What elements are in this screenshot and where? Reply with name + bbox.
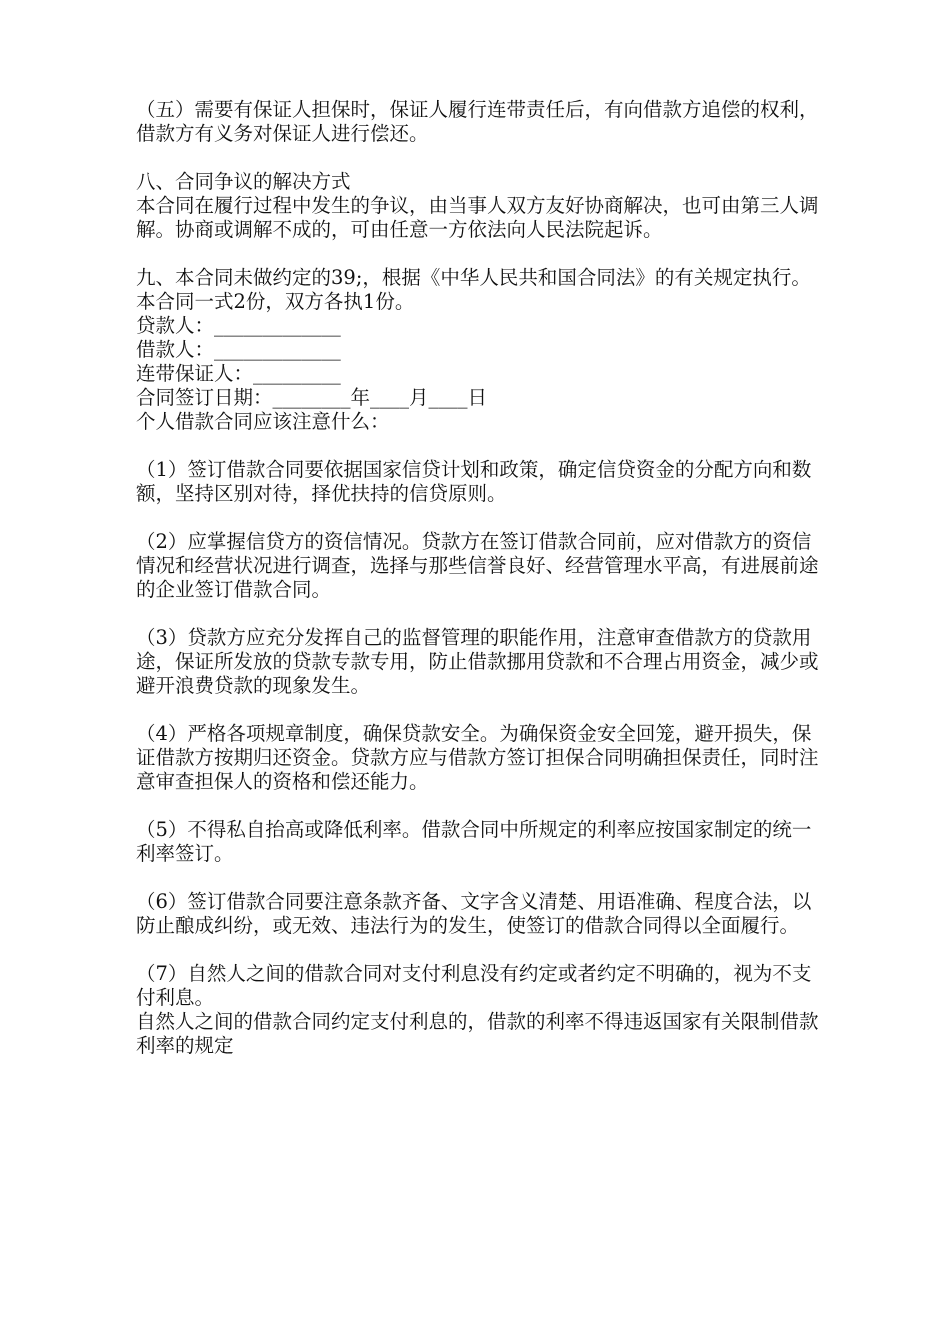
borrower-signature-line: 借款人：_____________ <box>136 338 341 361</box>
spacer <box>136 506 826 530</box>
spacer <box>136 602 826 626</box>
guarantor-signature-line: 连带保证人：_________ <box>136 362 341 385</box>
spacer <box>136 242 826 266</box>
notes-title: 个人借款合同应该注意什么： <box>136 410 390 433</box>
signing-date-line: 合同签订日期：________年____月____日 <box>136 386 488 409</box>
note-5: （5）不得私自抬高或降低利率。借款合同中所规定的利率应按国家制定的统一利率签订。 <box>136 818 812 865</box>
spacer <box>136 434 826 458</box>
note-4: （4）严格各项规章制度，确保贷款安全。为确保资金安全回笼，避开损失，保证借款方按期归还资金。贷款方应与借款方签订担保合同明确担保责任，同时注意审查担保人的资格和偿还能力。 <box>136 722 819 793</box>
spacer <box>136 794 826 818</box>
spacer <box>136 146 826 170</box>
note-6: （6）签订借款合同要注意条款齐备、文字含义清楚、用语准确、程度合法，以防止酿成纠纷，或无效、违法行为的发生，使签订的借款合同得以全面履行。 <box>136 890 812 937</box>
section-9-body: 九、本合同未做约定的39;，根据《中华人民共和国合同法》的有关规定执行。 <box>136 266 811 289</box>
document-page <box>136 98 826 1058</box>
copies-line: 本合同一式2份，双方各执1份。 <box>136 290 415 313</box>
clause-5-guarantor: （五）需要有保证人担保时，保证人履行连带责任后，有向借款方追偿的权利，借款方有义务对保证人进行偿还。 <box>136 98 819 145</box>
spacer <box>136 866 826 890</box>
note-3: （3）贷款方应充分发挥自己的监督管理的职能作用，注意审查借款方的贷款用途，保证所发放的贷款专款专用，防止借款挪用贷款和不合理占用资金，减少或避开浪费贷款的现象发生。 <box>136 626 819 697</box>
note-7: （7）自然人之间的借款合同对支付利息没有约定或者约定不明确的，视为不支付利息。 <box>136 962 812 1009</box>
note-7-continued: 自然人之间的借款合同约定支付利息的，借款的利率不得违返国家有关限制借款利率的规定 <box>136 1010 819 1057</box>
lender-signature-line: 贷款人：_____________ <box>136 314 341 337</box>
note-1: （1）签订借款合同要依据国家信贷计划和政策，确定信贷资金的分配方向和数额，坚持区别对待，择优扶持的信贷原则。 <box>136 458 812 505</box>
section-8-title: 八、合同争议的解决方式 <box>136 170 351 193</box>
spacer <box>136 698 826 722</box>
spacer <box>136 938 826 962</box>
section-8-body: 本合同在履行过程中发生的争议，由当事人双方友好协商解决，也可由第三人调解。协商或调解不成的，可由任意一方依法向人民法院起诉。 <box>136 194 819 241</box>
note-2: （2）应掌握信贷方的资信情况。贷款方在签订借款合同前，应对借款方的资信情况和经营状况进行调查，选择与那些信誉良好、经营管理水平高，有进展前途的企业签订借款合同。 <box>136 530 819 601</box>
